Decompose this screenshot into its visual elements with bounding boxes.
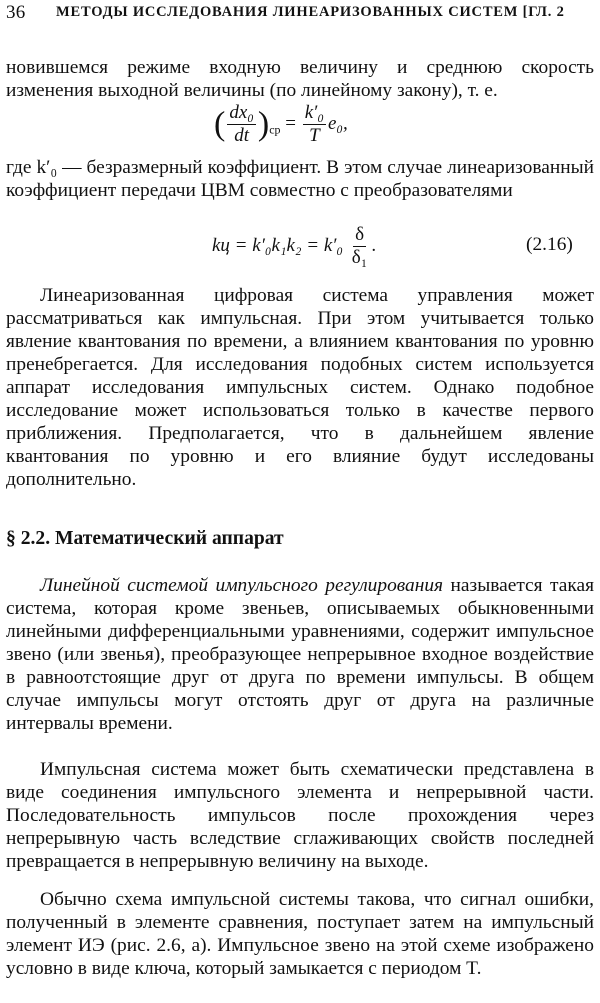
formula-2-16 xyxy=(212,224,376,269)
paragraph-2: где k′₀ — безразмерный коэффициент. В этом случае линеаризованный коэффициент передачи ЦВМ совместно с преобразователями xyxy=(6,157,594,201)
formula1-rhs-num: k′₀ xyxy=(304,102,324,123)
paragraph-4-rest: называется такая система, которая кроме звеньев, описываемых обыкновенными линейными дифференциальными уравнениями, содержит импульсное звено (или звенья), преобразующее непрерывное входное воздействие в равноотстоящие друг от друга по времени импульсы. В общем случае импульсы могут отстоять друг от друга на различные интервалы времени. xyxy=(6,575,595,734)
formula1-rhs-den: T xyxy=(309,125,320,146)
paragraph-5: Импульсная система может быть схематически представлена в виде соединения импульсного элемента и непрерывной части. Последовательность импульсов после прохождения через непрерывную часть вследствие сглаживающих свойств последней превращается в непрерывную величину на выходе. xyxy=(6,759,594,872)
paragraph-3: Линеаризованная цифровая система управления может рассматриваться как импульсная. При этом учитывается только явление квантования по времени, а влиянием квантования по уровню пренебрегается. Для исследования подобных систем используется аппарат исследования импульсных систем. Однако подобное исследование может использоваться только в качестве первого приближения. Предполагается, что в дальнейшем явление квантования по уровню и его влияние будут исследованы дополнительно. xyxy=(6,285,594,490)
formula2-lhs: kц = k′₀k₁k₂ = k′₀ xyxy=(212,234,344,256)
formula-average-rate: ( $\frac{\text{dx₀}}{dt}$ )$_{ср}$ = $\frac{\text{k′₀}}{T}$ e₀, xyxy=(214,102,348,146)
section-heading: § 2.2. Математический аппарат xyxy=(6,528,284,549)
paragraph-4-term: Линейной системой импульсного регулирования xyxy=(40,575,444,596)
formula1-lhs-num: dx₀ xyxy=(229,102,254,123)
formula1-lhs-sub: ср xyxy=(269,122,281,137)
paragraph-6: Обычно схема импульсной системы такова, что сигнал ошибки, полученный в элементе сравнения, поступает затем на импульсный элемент ИЭ (рис. 2.6, а). Импульсное звено на этой схеме изображено условно в виде ключа, который замыкается с периодом T. xyxy=(6,889,594,979)
running-header xyxy=(6,0,596,26)
paragraph-4 xyxy=(6,574,594,735)
paragraph-1: новившемся режиме входную величину и среднюю скорость изменения выходной величины (по линейному закону), т. е. xyxy=(6,57,594,101)
formula2-frac-num: δ xyxy=(355,224,365,245)
formula2-tail: . xyxy=(371,234,377,256)
formula2-frac-den: δ₁ xyxy=(351,247,368,268)
formula1-rhs-tail: e₀, xyxy=(327,112,348,134)
page-number: 36 xyxy=(6,2,26,23)
formula1-lhs-den: dt xyxy=(234,125,249,146)
running-title: МЕТОДЫ ИССЛЕДОВАНИЯ ЛИНЕАРИЗОВАННЫХ СИСТЕМ [ГЛ. 2 xyxy=(56,4,565,20)
equation-number: (2.16) xyxy=(526,234,573,255)
